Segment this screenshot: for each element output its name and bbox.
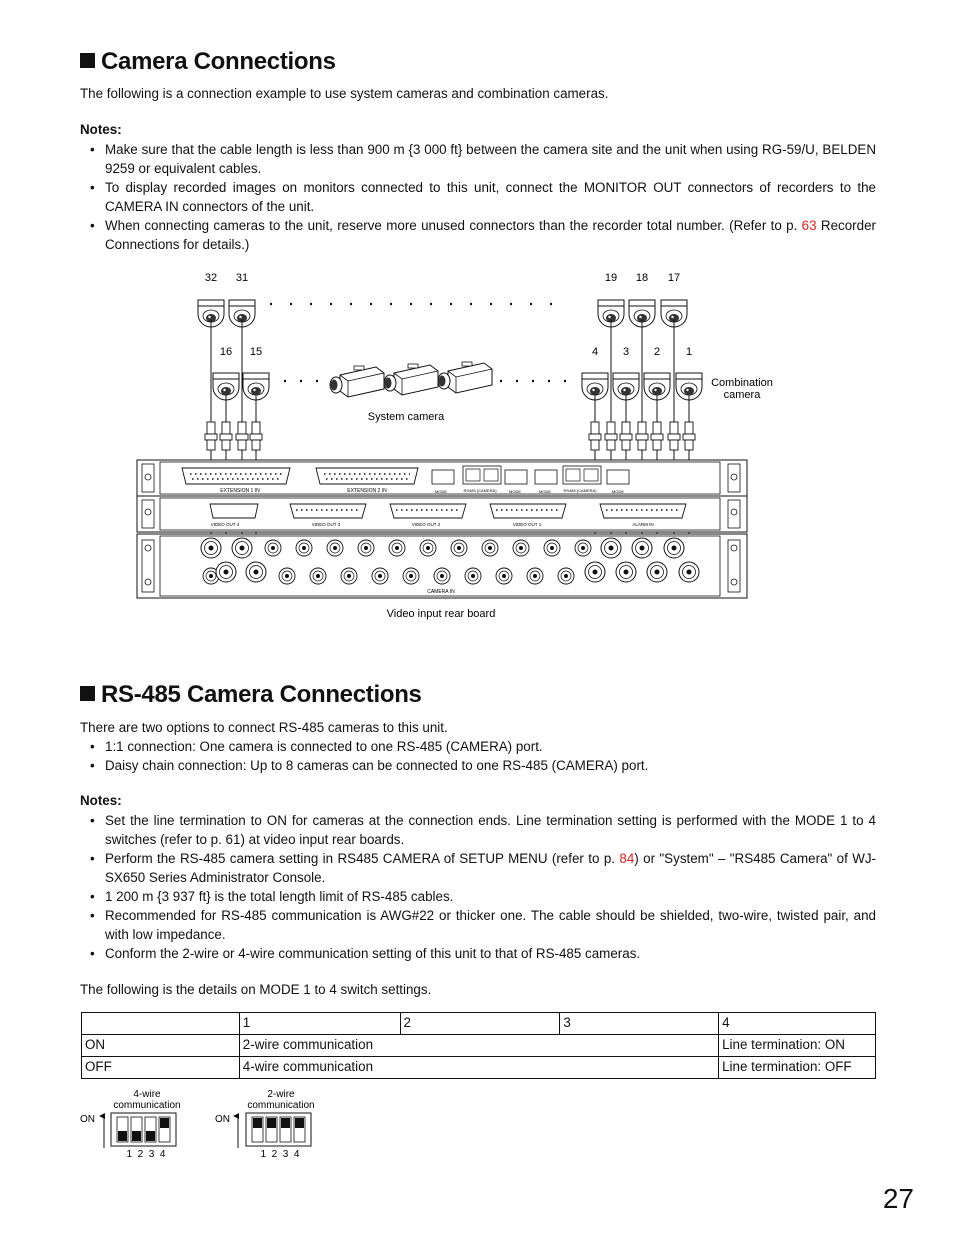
camera-number-label: 17: [667, 272, 681, 284]
switch-numbers: 1 2 3 4: [126, 1149, 166, 1160]
notes-heading: Notes:: [80, 122, 122, 137]
bnc-plug-icon: [605, 422, 617, 450]
option-item: • 1:1 connection: One camera is connected to one RS-485 (CAMERA) port.: [90, 737, 876, 756]
bnc-plug-icon: [636, 422, 648, 450]
table-row: [82, 1057, 876, 1079]
bullet-square-icon: [80, 686, 95, 701]
table-cell: Line termination: OFF: [719, 1057, 876, 1079]
svg-text:EXTENSION 1 IN: EXTENSION 1 IN: [220, 488, 260, 494]
table-cell: Line termination: ON: [719, 1035, 876, 1057]
bnc-plug-icon: [220, 422, 232, 450]
section-title-camera-connections: Camera Connections: [80, 48, 336, 76]
mode-switch-table: [81, 1012, 876, 1079]
section-title-rs485-camera-connections: RS-485 Camera Connections: [80, 681, 422, 709]
svg-text:CAMERA IN: CAMERA IN: [427, 589, 455, 595]
table-cell: OFF: [82, 1057, 240, 1079]
board-label: Video input rear board: [386, 608, 496, 620]
box-camera-icon: [330, 366, 384, 397]
notes-heading: Notes:: [80, 793, 122, 808]
camera-number-label: 31: [235, 272, 249, 284]
four-wire-label: communication: [113, 1100, 181, 1111]
svg-text:MODE: MODE: [612, 489, 624, 494]
note-item: • Make sure that the cable length is less than 900 m {3 000 ft} between the camera site and the unit when using RG-59/U, BELDEN 9259 or equivalent cables.: [90, 140, 876, 178]
camera-number-label: 15: [249, 346, 263, 358]
table-cell: 3: [560, 1013, 719, 1035]
rs485-intro-paragraph: There are two options to connect RS-485 cameras to this unit.: [80, 720, 448, 735]
box-camera-icon: [384, 364, 438, 395]
camera-number-label: 3: [622, 346, 630, 358]
option-item: • Daisy chain connection: Up to 8 cameras can be connected to one RS-485 (CAMERA) port.: [90, 756, 876, 775]
table-header-row: [82, 1013, 876, 1035]
table-cell: [82, 1013, 240, 1035]
note-item: • To display recorded images on monitors connected to this unit, connect the MONITOR OUT connectors of recorders to the CAMERA IN connectors of the unit.: [90, 178, 876, 216]
dip-switch-illustrations: [70, 1084, 330, 1164]
bnc-plug-icon: [589, 422, 601, 450]
svg-text:ALARM IN: ALARM IN: [632, 522, 654, 527]
svg-text:VIDEO OUT 1: VIDEO OUT 1: [512, 522, 542, 527]
bnc-plug-icon: [250, 422, 262, 450]
page-reference-link[interactable]: 63: [801, 218, 817, 233]
box-camera-icon: [438, 362, 492, 393]
table-cell: 4-wire communication: [239, 1057, 718, 1079]
bnc-plug-icon: [683, 422, 695, 450]
camera-number-label: 19: [604, 272, 618, 284]
camera-connection-diagram: [0, 260, 954, 630]
four-wire-label: 4-wire: [133, 1089, 161, 1100]
camera-number-label: 32: [204, 272, 218, 284]
rear-panel: [137, 460, 747, 598]
bnc-plug-icon: [236, 422, 248, 450]
camera-number-label: 2: [653, 346, 661, 358]
svg-text:EXTENSION 2 IN: EXTENSION 2 IN: [347, 488, 387, 494]
two-wire-label: communication: [247, 1100, 315, 1111]
intro-paragraph: The following is a connection example to use system cameras and combination cameras.: [80, 86, 609, 101]
note-item: • Recommended for RS-485 communication is AWG#22 or thicker one. The cable should be shielded, two-wire, twisted pair, and with low impedance.: [90, 906, 876, 944]
note-item: • Conform the 2-wire or 4-wire communication setting of this unit to that of RS-485 cameras.: [90, 944, 876, 963]
svg-text:MODE: MODE: [435, 489, 447, 494]
svg-text:RS485 (CAMERA): RS485 (CAMERA): [563, 488, 597, 493]
note-item: • Set the line termination to ON for cameras at the connection ends. Line termination setting is performed with the MODE 1 to 4 switches (refer to p. 61) at video input rear boards.: [90, 811, 876, 849]
svg-text:MODE: MODE: [509, 489, 521, 494]
switch-numbers: 1 2 3 4: [260, 1149, 300, 1160]
note-item: • 1 200 m {3 937 ft} is the total length limit of RS-485 cables.: [90, 887, 876, 906]
table-intro-paragraph: The following is the details on MODE 1 to 4 switch settings.: [80, 982, 432, 997]
table-cell: ON: [82, 1035, 240, 1057]
svg-text:VIDEO OUT 2: VIDEO OUT 2: [411, 522, 441, 527]
svg-text:RS485 (CAMERA): RS485 (CAMERA): [463, 488, 497, 493]
bnc-plug-icon: [620, 422, 632, 450]
bnc-plug-icon: [668, 422, 680, 450]
note-item: • When connecting cameras to the unit, reserve more unused connectors than the recorder total number. (Refer to p. 63 Recorder Connections for details.): [90, 216, 876, 254]
table-cell: 1: [239, 1013, 400, 1035]
combination-camera-label: camera: [723, 389, 761, 401]
table-cell: 4: [719, 1013, 876, 1035]
camera-number-label: 16: [219, 346, 233, 358]
note-item: • Perform the RS-485 camera setting in RS485 CAMERA of SETUP MENU (refer to p. 84) or "System" – "RS485 Camera" of WJ-SX650 Series Administrator Console.: [90, 849, 876, 887]
camera-number-label: 18: [635, 272, 649, 284]
connection-options-list: [90, 737, 876, 775]
svg-text:VIDEO OUT 3: VIDEO OUT 3: [311, 522, 341, 527]
on-label: ON: [80, 1114, 95, 1125]
table-row: [82, 1035, 876, 1057]
svg-text:MODE: MODE: [539, 489, 551, 494]
rs485-notes-list: [90, 811, 876, 963]
notes-list: [90, 140, 876, 254]
bnc-plug-icon: [205, 422, 217, 450]
page-reference-link[interactable]: 84: [619, 851, 635, 866]
page-number: 27: [882, 1183, 914, 1214]
two-wire-label: 2-wire: [267, 1089, 295, 1100]
system-camera-label: System camera: [367, 411, 445, 423]
camera-number-label: 4: [591, 346, 599, 358]
combination-camera-label: Combination: [711, 377, 773, 389]
on-label: ON: [215, 1114, 230, 1125]
bnc-plug-icon: [651, 422, 663, 450]
table-cell: 2-wire communication: [239, 1035, 718, 1057]
table-cell: 2: [400, 1013, 560, 1035]
camera-number-label: 1: [685, 346, 693, 358]
svg-text:VIDEO OUT 4: VIDEO OUT 4: [210, 522, 240, 527]
bullet-square-icon: [80, 53, 95, 68]
